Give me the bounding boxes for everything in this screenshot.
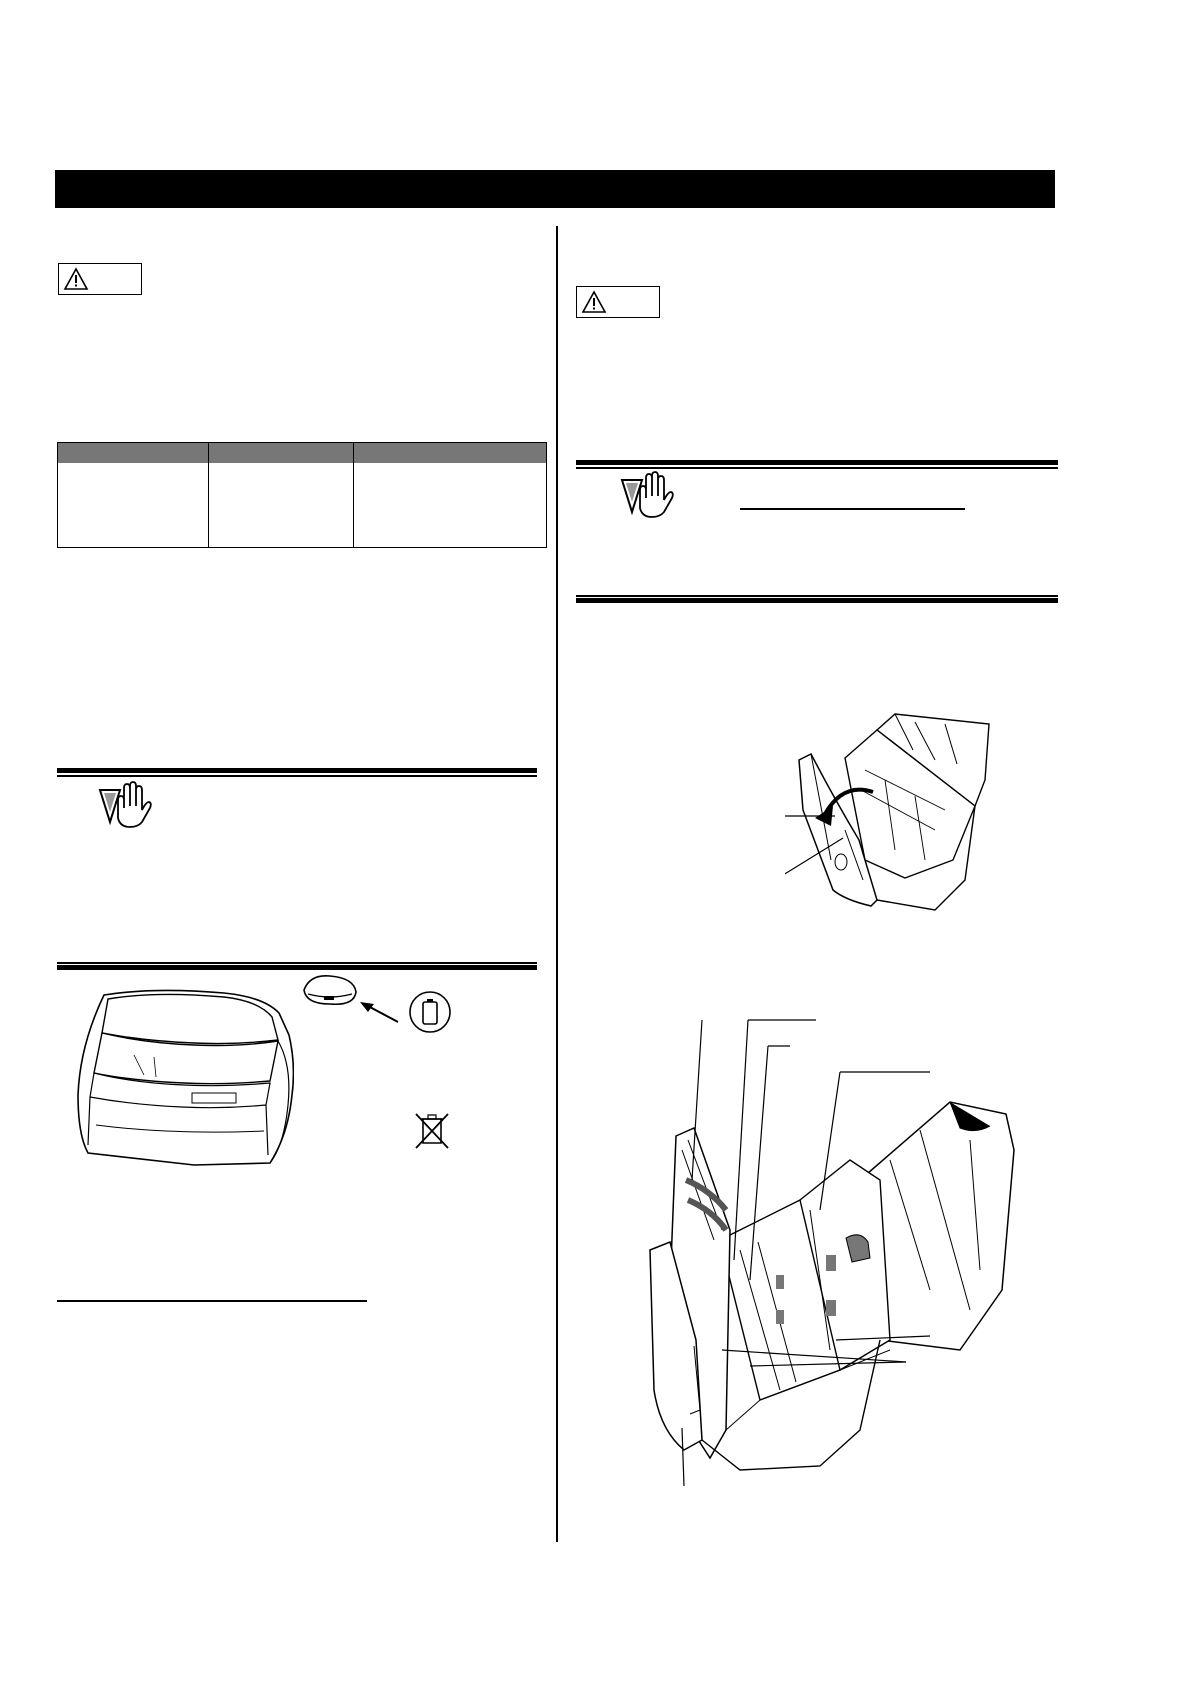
scanner-closed-illustration: [74, 985, 294, 1180]
arrow-icon: [358, 1000, 402, 1026]
note-bottom-rule-left: [57, 962, 537, 970]
column-divider: [556, 226, 558, 1542]
spec-table-cell: [58, 463, 209, 548]
hand-note-icon: [618, 470, 678, 518]
left-underline: [57, 1300, 367, 1302]
note-top-rule-left: [57, 768, 537, 777]
spec-table: [57, 442, 547, 548]
spec-table-row: [58, 463, 547, 548]
warning-badge-left: [58, 263, 142, 295]
note-underline-right: [740, 508, 965, 510]
note-top-rule-right: [576, 460, 1058, 469]
page-header-bar: [55, 170, 1055, 208]
warning-triangle-icon: [581, 290, 607, 314]
scanner-opening-illustration: [785, 710, 1000, 920]
warning-triangle-icon: [63, 267, 89, 291]
spec-table-header-cell: [354, 443, 547, 464]
spec-table-cell: [209, 463, 354, 548]
crossed-bin-icon: [412, 1110, 452, 1150]
battery-icon: [408, 990, 452, 1034]
spec-table-header-cell: [209, 443, 354, 464]
warning-badge-right: [576, 286, 660, 318]
spec-table-header-row: [58, 443, 547, 464]
spec-table-cell: [354, 463, 547, 548]
cleaning-cloth-illustration: [300, 970, 360, 1010]
spec-table-header-cell: [58, 443, 209, 464]
scanner-open-interior-illustration: [630, 1010, 1030, 1510]
note-bottom-rule-right: [576, 595, 1058, 603]
hand-note-icon: [96, 780, 156, 828]
